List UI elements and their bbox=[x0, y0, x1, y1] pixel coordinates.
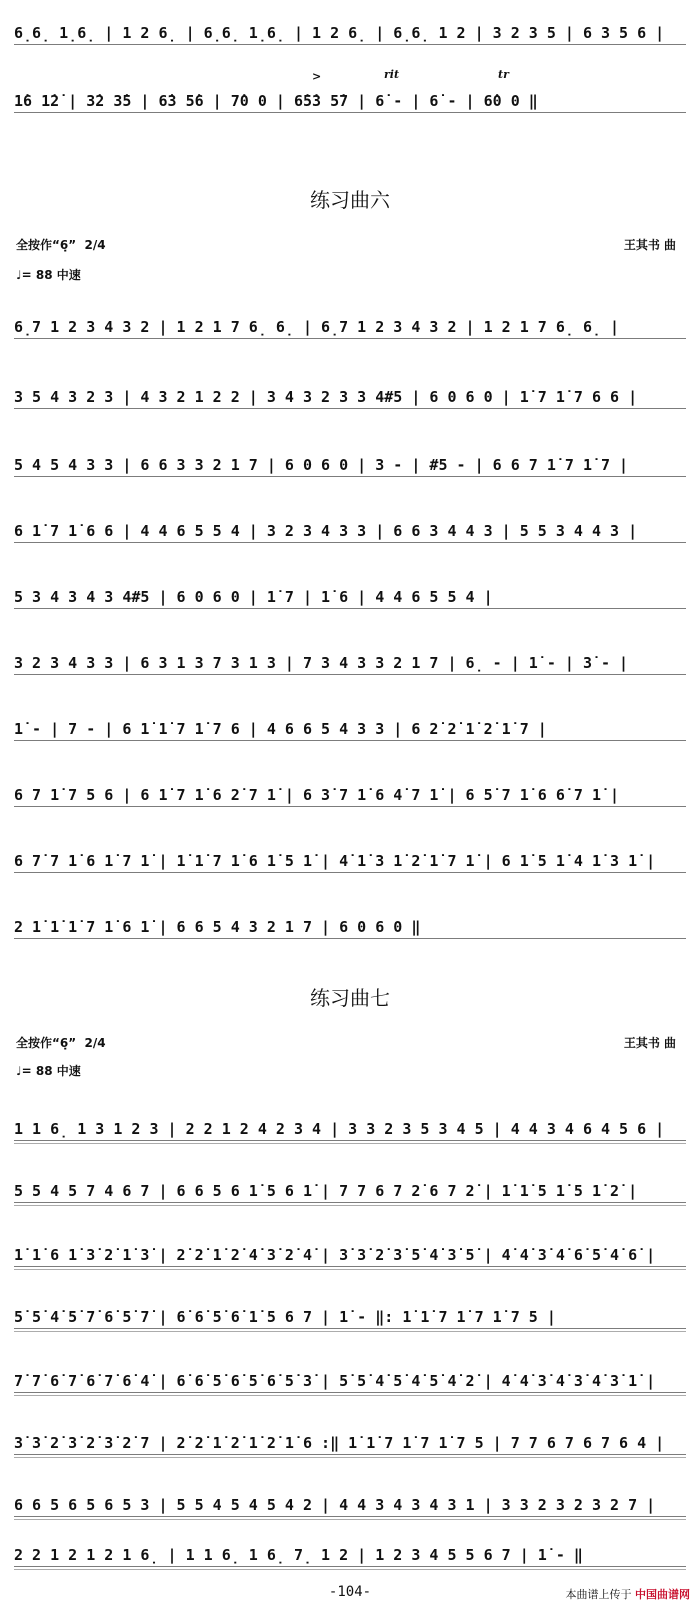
notation-text: 1̇ - | 7 - | 6 1̇ 1̇ 7 1̇ 7 6 | 4 6 6 5 4 3 3 | 6 2̇ 2̇ 1̇ 2̇ 1̇ 7 | bbox=[14, 720, 547, 738]
staff-row bbox=[14, 1294, 686, 1334]
fingering-text: 全按作“6̣” bbox=[16, 238, 77, 252]
notation-text: 1 1 6̣ 1 3 1 2 3 | 2 2 1 2 4 2 3 4 | 3 3 2 3 5 3 4 5 | 4 4 3 4 6 4 5 6 | bbox=[14, 1120, 665, 1138]
beam-line bbox=[14, 338, 686, 339]
staff-row bbox=[14, 1420, 686, 1460]
time-signature: 2/4 bbox=[84, 1036, 106, 1050]
beam-line bbox=[14, 1140, 686, 1141]
beam-line-double bbox=[14, 1143, 686, 1144]
beam-line-double bbox=[14, 1457, 686, 1458]
beam-line bbox=[14, 44, 686, 45]
staff-row bbox=[14, 574, 686, 614]
notation-text: 6 1̇ 7 1̇ 6 6 | 4 4 6 5 5 4 | 3 2 3 4 3 3 | 6 6 3 4 4 3 | 5 5 3 4 4 3 | bbox=[14, 522, 638, 540]
notation-text: 3̇ 3̇ 2̇ 3̇ 2̇ 3̇ 2̇ 7 | 2̇ 2̇ 1̇ 2̇ 1̇ 2̇ 1̇ 6 :‖ 1̇ 1̇ 7 1̇ 7 1̇ 7 5 | 7 7 6 7 6 7 6 4 | bbox=[14, 1434, 665, 1452]
upload-credit bbox=[566, 1586, 691, 1602]
notation-text: 6 6 5 6 5 6 5 3 | 5 5 4 5 4 5 4 2 | 4 4 3 4 3 4 3 1 | 3 3 2 3 2 3 2 7 | bbox=[14, 1496, 656, 1514]
fingering-text: 全按作“6̣” bbox=[16, 1036, 77, 1050]
notation-text: 1̇6 1̇2̇ | 3̇2 3̇5 | 6̇3 5̇6 | 7̇0 0 | 6̇5̇3 5̇7 | 6̇ - | 6̇ - | 6̇0 0 ‖ bbox=[14, 92, 538, 110]
brand-logo-text: 中国曲谱网 bbox=[635, 1588, 690, 1601]
tempo-marking: ♩= 88 中速 bbox=[16, 1064, 81, 1078]
staff-row bbox=[14, 442, 686, 482]
upload-text: 本曲谱上传于 bbox=[565, 1588, 632, 1601]
beam-line bbox=[14, 542, 686, 543]
beam-line-double bbox=[14, 1569, 686, 1570]
staff-row bbox=[14, 1358, 686, 1398]
notation-text: 3 2 3 4 3 3 | 6 3 1 3 7 3 1 3 | 7 3 4 3 3 2 1 7 | 6̣ - | 1̇ - | 3̇ - | bbox=[14, 654, 629, 672]
notation-text: 6̣7 1 2 3 4 3 2 | 1 2 1 7 6̣ 6̣ | 6̣7 1 2 3 4 3 2 | 1 2 1 7 6̣ 6̣ | bbox=[14, 318, 620, 336]
notation-text: 3 5 4 3 2 3 | 4 3 2 1 2 2 | 3 4 3 2 3 3 4#5 | 6 0 6 0 | 1̇ 7 1̇ 7 6 6 | bbox=[14, 388, 638, 406]
beam-line bbox=[14, 1266, 686, 1267]
staff-row bbox=[14, 508, 686, 548]
fingering-note bbox=[16, 1034, 106, 1051]
beam-line-double bbox=[14, 1269, 686, 1270]
piece-title: 练习曲七 bbox=[310, 986, 390, 1010]
notation-text: 6 7̇ 7 1̇ 6 1̇ 7 1̇ | 1̇ 1̇ 7 1̇ 6 1̇ 5 1̇ | 4̇ 1̇ 3 1̇ 2̇ 1̇ 7 1̇ | 6 1̇ 5 1̇ 4 1̇ 3 1̇ | bbox=[14, 852, 656, 870]
beam-line-double bbox=[14, 1519, 686, 1520]
beam-line bbox=[14, 1392, 686, 1393]
time-signature: 2/4 bbox=[84, 238, 106, 252]
beam-line bbox=[14, 476, 686, 477]
beam-line bbox=[14, 1566, 686, 1567]
staff-row bbox=[14, 640, 686, 680]
rit-mark: rit bbox=[384, 68, 400, 81]
notation-text: 2 1̇ 1̇ 1̇ 7 1̇ 6 1̇ | 6 6 5 4 3 2 1 7 | 6 0 6 0 ‖ bbox=[14, 918, 421, 936]
staff-row bbox=[14, 1482, 686, 1522]
staff-row bbox=[14, 1168, 686, 1208]
beam-line bbox=[14, 872, 686, 873]
beam-line bbox=[14, 112, 686, 113]
beam-line bbox=[14, 1516, 686, 1517]
notation-text: 2 2 1 2 1 2 1 6̣ | 1 1 6̣ 1 6̣ 7̣ 1 2 | 1 2 3 4 5 5 6 7 | 1̇ - ‖ bbox=[14, 1546, 583, 1564]
beam-line bbox=[14, 1454, 686, 1455]
staff-row bbox=[14, 1232, 686, 1272]
beam-line bbox=[14, 674, 686, 675]
beam-line bbox=[14, 608, 686, 609]
fingering-note bbox=[16, 236, 106, 253]
notation-text: 5 5 4 5 7 4 6 7 | 6 6 5 6 1̇ 5 6 1̇ | 7 7 6 7 2̇ 6 7 2̇ | 1̇ 1̇ 5 1̇ 5 1̇ 2̇ | bbox=[14, 1182, 638, 1200]
beam-line bbox=[14, 1328, 686, 1329]
accent-mark: > bbox=[312, 70, 322, 83]
staff-row bbox=[14, 78, 686, 118]
notation-text: 7̇ 7̇ 6̇ 7̇ 6̇ 7̇ 6̇ 4̇ | 6̇ 6̇ 5̇ 6̇ 5̇ 6̇ 5̇ 3̇ | 5̇ 5̇ 4̇ 5̇ 4̇ 5̇ 4̇ 2̇ | 4̇ 4̇ 3̇ 4̇ 3̇ 4̇ 3̇ 1̇ | bbox=[14, 1372, 656, 1390]
staff-row bbox=[14, 904, 686, 944]
beam-line bbox=[14, 938, 686, 939]
piece-title: 练习曲六 bbox=[310, 188, 390, 212]
notation-text: 5 3 4 3 4 3 4#5 | 6 0 6 0 | 1̇ 7 | 1̇ 6 | 4 4 6 5 5 4 | bbox=[14, 588, 493, 606]
notation-text: 5 4 5 4 3 3 | 6 6 3 3 2 1 7 | 6 0 6 0 | 3 - | #5 - | 6 6 7 1̇ 7 1̇ 7 | bbox=[14, 456, 629, 474]
staff-row bbox=[14, 1106, 686, 1146]
beam-line bbox=[14, 1202, 686, 1203]
composer: 王其书 曲 bbox=[623, 1036, 676, 1050]
trill-mark: tr bbox=[498, 68, 509, 81]
notation-text: 6̣6̣ 1̣6̣ | 1 2 6̣ | 6̣6̣ 1̣6̣ | 1 2 6̣ | 6̣6̣ 1 2 | 3 2 3 5 | 6 3 5 6 | bbox=[14, 24, 665, 42]
staff-row bbox=[14, 838, 686, 878]
staff-row bbox=[14, 772, 686, 812]
beam-line bbox=[14, 408, 686, 409]
notation-text: 6 7 1̇ 7 5 6 | 6 1̇ 7 1̇ 6 2̇ 7 1̇ | 6 3̇ 7 1̇ 6 4̇ 7 1̇ | 6 5̇ 7 1̇ 6 6̇ 7 1̇ | bbox=[14, 786, 620, 804]
beam-line bbox=[14, 806, 686, 807]
beam-line-double bbox=[14, 1205, 686, 1206]
staff-row bbox=[14, 706, 686, 746]
notation-text: 1̇ 1̇ 6 1̇ 3̇ 2̇ 1̇ 3̇ | 2̇ 2̇ 1̇ 2̇ 4̇ 3̇ 2̇ 4̇ | 3̇ 3̇ 2̇ 3̇ 5̇ 4̇ 3̇ 5̇ | 4̇ 4̇ 3̇ 4̇ 6̇ 5̇ 4̇ 6̇ | bbox=[14, 1246, 656, 1264]
tempo-marking: ♩= 88 中速 bbox=[16, 268, 81, 282]
staff-row bbox=[14, 1532, 686, 1572]
notation-text: 5̇ 5̇ 4̇ 5̇ 7̇ 6̇ 5̇ 7̇ | 6̇ 6̇ 5̇ 6̇ 1̇ 5 6 7 | 1̇ - ‖: 1̇ 1̇ 7 1̇ 7 1̇ 7 5 | bbox=[14, 1308, 556, 1326]
staff-row bbox=[14, 10, 686, 50]
beam-line-double bbox=[14, 1331, 686, 1332]
page-number: -104- bbox=[328, 1584, 372, 1600]
beam-line bbox=[14, 740, 686, 741]
composer: 王其书 曲 bbox=[623, 238, 676, 252]
beam-line-double bbox=[14, 1395, 686, 1396]
staff-row bbox=[14, 374, 686, 414]
staff-row bbox=[14, 304, 686, 344]
